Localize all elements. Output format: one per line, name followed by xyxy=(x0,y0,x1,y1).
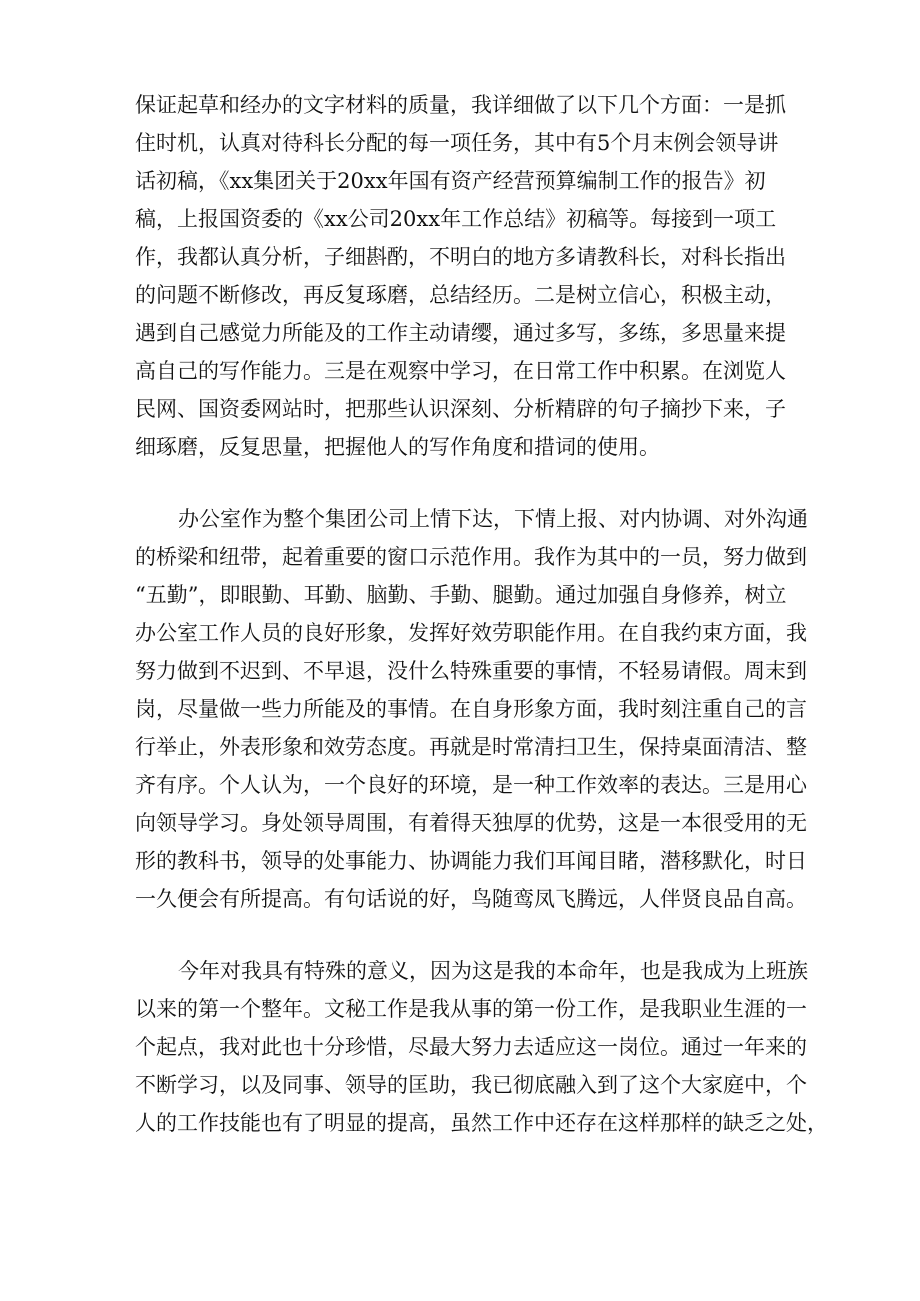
text-line-21: 一久便会有所提高。有句话说的好，鸟随鸾凤飞腾远，人伴贤良品自高。 xyxy=(135,887,807,911)
text-line-12: 的桥梁和纽带，起着重要的窗口示范作用。我作为其中的一员，努力做到 xyxy=(135,545,807,569)
text-line-14: 办公室工作人员的良好形象，发挥好效劳职能作用。在自我约束方面，我 xyxy=(135,621,807,645)
text-line-26: 人的工作技能也有了明显的提高，虽然工作中还存在这样那样的缺乏之处， xyxy=(135,1111,828,1135)
text-line-18: 齐有序。个人认为，一个良好的环境，是一种工作效率的表达。三是用心 xyxy=(135,773,807,797)
text-line-16: 岗，尽量做一些力所能及的事情。在自身形象方面，我时刻注重自己的言 xyxy=(135,697,807,721)
text-line-25: 不断学习，以及同事、领导的匡助，我已彻底融入到了这个大家庭中，个 xyxy=(135,1073,807,1097)
text-line-5: 作，我都认真分析，子细斟酌，不明白的地方多请教科长，对科长指出 xyxy=(135,245,786,269)
text-line-15: 努力做到不迟到、不早退，没什么特殊重要的事情，不轻易请假。周末到 xyxy=(135,659,807,683)
text-line-22: 今年对我具有特殊的意义，因为这是我的本命年，也是我成为上班族 xyxy=(178,959,808,983)
text-line-20: 形的教科书，领导的处事能力、协调能力我们耳闻目睹，潜移默化，时日 xyxy=(135,849,807,873)
text-line-3: 话初稿，《xx集团关于20xx年国有资产经营预算编制工作的报告》初 xyxy=(135,169,766,193)
text-line-17: 行举止，外表形象和效劳态度。再就是时常清扫卫生，保持桌面清洁、整 xyxy=(135,735,807,759)
text-line-6: 的问题不断修改，再反复琢磨，总结经历。二是树立信心，积极主动， xyxy=(135,283,786,307)
text-line-4: 稿，上报国资委的《xx公司20xx年工作总结》初稿等。每接到一项工 xyxy=(135,207,777,231)
text-line-24: 个起点，我对此也十分珍惜，尽最大努力去适应这一岗位。通过一年来的 xyxy=(135,1035,807,1059)
text-line-2: 住时机，认真对待科长分配的每一项任务，其中有5个月末例会领导讲 xyxy=(135,131,779,155)
text-line-9: 民网、国资委网站时，把那些认识深刻、分析精辟的句子摘抄下来，子 xyxy=(135,397,786,421)
text-line-11: 办公室作为整个集团公司上情下达，下情上报、对内协调、对外沟通 xyxy=(178,507,808,531)
text-line-13: “五勤”，即眼勤、耳勤、脑勤、手勤、腿勤。通过加强自身修养，树立 xyxy=(135,583,787,607)
text-line-7: 遇到自己感觉力所能及的工作主动请缨，通过多写，多练，多思量来提 xyxy=(135,321,786,345)
text-line-19: 向领导学习。身处领导周围，有着得天独厚的优势，这是一本很受用的无 xyxy=(135,811,807,835)
text-line-10: 细琢磨，反复思量，把握他人的写作角度和措词的使用。 xyxy=(135,435,660,459)
text-line-1: 保证起草和经办的文字材料的质量，我详细做了以下几个方面：一是抓 xyxy=(135,93,786,117)
text-line-23: 以来的第一个整年。文秘工作是我从事的第一份工作，是我职业生涯的一 xyxy=(135,997,807,1021)
text-line-8: 高自己的写作能力。三是在观察中学习，在日常工作中积累。在浏览人 xyxy=(135,359,786,383)
